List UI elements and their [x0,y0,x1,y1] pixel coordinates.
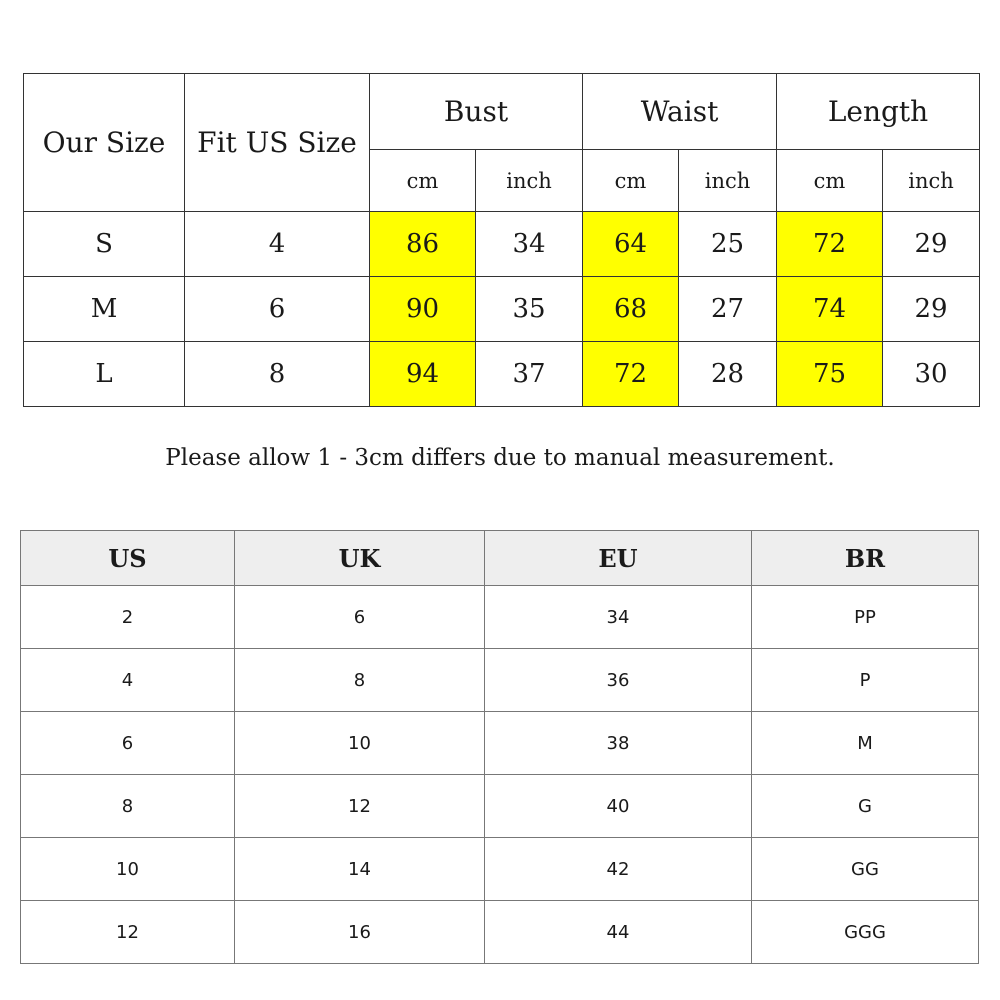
conversion-row [21,649,979,712]
uk-cell: 8 [235,649,485,712]
eu-cell: 44 [485,901,752,964]
br-cell: P [752,649,979,712]
br-cell: G [752,775,979,838]
eu-cell: 34 [485,586,752,649]
br-cell: GGG [752,901,979,964]
fit-us-size-header: Fit US Size [185,74,370,212]
bust-inch-cell: 37 [476,342,583,407]
length-cm-cell: 75 [777,342,883,407]
bust-cm-cell: 94 [370,342,476,407]
size-cell: S [24,212,185,277]
eu-cell: 40 [485,775,752,838]
size-measurement-table [23,73,980,407]
bust-cm-header: cm [370,150,476,212]
bust-cm-cell: 90 [370,277,476,342]
uk-column-header: UK [235,531,485,586]
bust-header: Bust [370,74,583,150]
us-column-header: US [21,531,235,586]
us-cell: 6 [21,712,235,775]
conversion-row [21,838,979,901]
uk-cell: 16 [235,901,485,964]
uk-cell: 10 [235,712,485,775]
br-cell: PP [752,586,979,649]
size-row-s [24,212,980,277]
waist-inch-cell: 25 [679,212,777,277]
bust-inch-header: inch [476,150,583,212]
conversion-row [21,901,979,964]
us-cell: 10 [21,838,235,901]
waist-cm-cell: 64 [583,212,679,277]
us-cell: 2 [21,586,235,649]
us-size-cell: 4 [185,212,370,277]
waist-header: Waist [583,74,777,150]
us-cell: 4 [21,649,235,712]
br-cell: GG [752,838,979,901]
size-row-m [24,277,980,342]
size-cell: M [24,277,185,342]
length-inch-header: inch [883,150,980,212]
waist-inch-cell: 27 [679,277,777,342]
length-cm-cell: 74 [777,277,883,342]
conversion-row [21,712,979,775]
waist-cm-cell: 68 [583,277,679,342]
br-column-header: BR [752,531,979,586]
us-cell: 8 [21,775,235,838]
br-cell: M [752,712,979,775]
us-size-cell: 8 [185,342,370,407]
uk-cell: 12 [235,775,485,838]
bust-inch-cell: 35 [476,277,583,342]
measurement-note: Please allow 1 - 3cm differs due to manual measurement. [165,445,835,471]
us-cell: 12 [21,901,235,964]
our-size-header: Our Size [24,74,185,212]
size-table-header-row [24,74,980,150]
eu-cell: 38 [485,712,752,775]
bust-cm-cell: 86 [370,212,476,277]
waist-inch-cell: 28 [679,342,777,407]
length-inch-cell: 29 [883,277,980,342]
eu-cell: 36 [485,649,752,712]
conversion-row [21,586,979,649]
length-header: Length [777,74,980,150]
size-row-l [24,342,980,407]
uk-cell: 14 [235,838,485,901]
uk-cell: 6 [235,586,485,649]
length-cm-header: cm [777,150,883,212]
us-size-cell: 6 [185,277,370,342]
eu-cell: 42 [485,838,752,901]
bust-inch-cell: 34 [476,212,583,277]
eu-column-header: EU [485,531,752,586]
size-cell: L [24,342,185,407]
conversion-row [21,775,979,838]
waist-cm-cell: 72 [583,342,679,407]
length-inch-cell: 30 [883,342,980,407]
length-cm-cell: 72 [777,212,883,277]
waist-inch-header: inch [679,150,777,212]
conversion-header-row [21,531,979,586]
size-conversion-table [20,530,979,964]
waist-cm-header: cm [583,150,679,212]
length-inch-cell: 29 [883,212,980,277]
